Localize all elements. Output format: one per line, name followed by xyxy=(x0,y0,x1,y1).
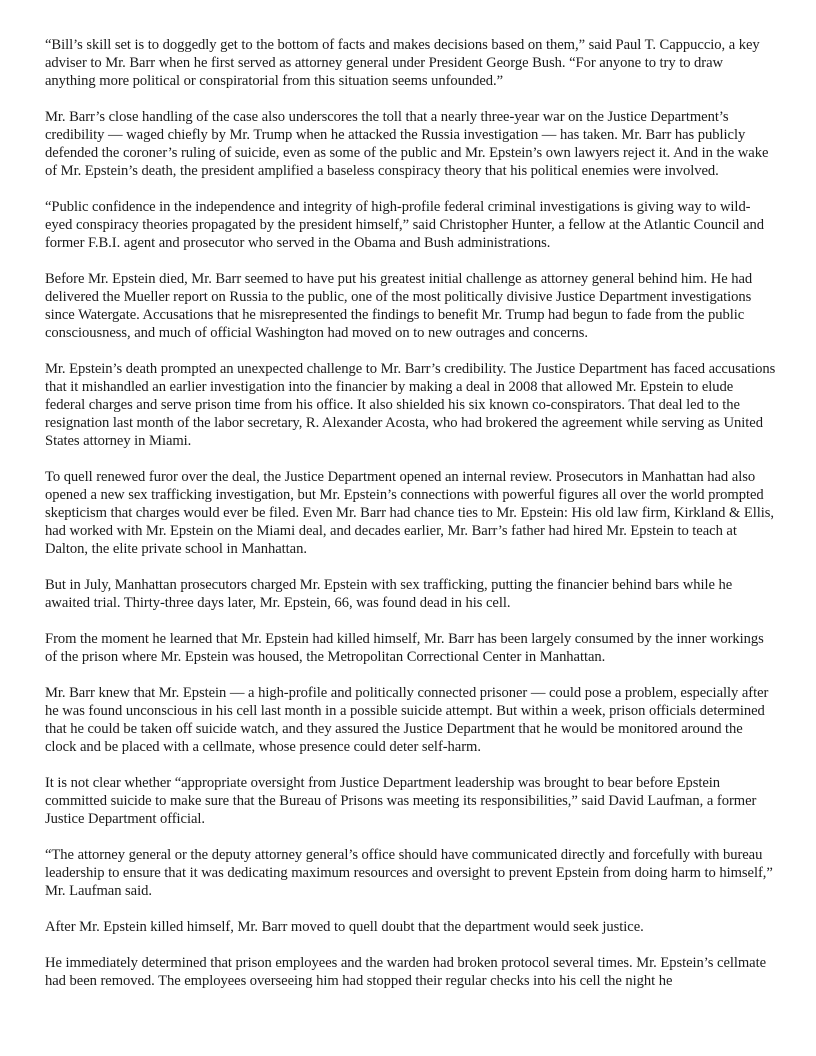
paragraph-1: “Bill’s skill set is to doggedly get to the bottom of facts and makes decisions based on them,” said Paul T. Cappuccio, a key adviser to Mr. Barr when he first served as attorney general under President George Bush. “For anyone to try to draw anything more political or conspiratorial from this situation seems unfounded.” xyxy=(45,37,760,89)
paragraph-11: “The attorney general or the deputy attorney general’s office should have communicated directly and forcefully with bureau leadership to ensure that it was dedicating maximum resources and oversight to prevent Epstein from doing harm to himself,” Mr. Laufman said. xyxy=(45,847,773,899)
paragraph-2: Mr. Barr’s close handling of the case also underscores the toll that a nearly three-year war on the Justice Department’s credibility — waged chiefly by Mr. Trump when he attacked the Russia investigation — has taken. Mr. Barr has publicly defended the coroner’s ruling of suicide, even as some of the public and Mr. Epstein’s own lawyers reject it. And in the wake of Mr. Epstein’s death, the president amplified a baseless conspiracy theory that his political enemies were involved. xyxy=(45,109,769,179)
paragraph-8: From the moment he learned that Mr. Epstein had killed himself, Mr. Barr has been largely consumed by the inner workings of the prison where Mr. Epstein was housed, the Metropolitan Correctional Center in Manhattan. xyxy=(45,631,764,665)
paragraph-3: “Public confidence in the independence and integrity of high-profile federal criminal investigations is giving way to wild-eyed conspiracy theories propagated by the president himself,” said Christopher Hunter, a fellow at the Atlantic Council and former F.B.I. agent and prosecutor who served in the Obama and Bush administrations. xyxy=(45,199,765,251)
paragraph-5: Mr. Epstein’s death prompted an unexpected challenge to Mr. Barr’s credibility. The Justice Department has faced accusations that it mishandled an earlier investigation into the financier by making a deal in 2008 that allowed Mr. Epstein to elude federal charges and serve prison time from his office. It also shielded his six known co-conspirators. That deal led to the resignation last month of the labor secretary, R. Alexander Acosta, who had brokered the agreement while serving as United States attorney in Miami. xyxy=(45,361,776,449)
paragraph-13: He immediately determined that prison employees and the warden had broken protocol several times. Mr. Epstein’s cellmate had been removed. The employees overseeing him had stopped their regular checks into his cell the night he xyxy=(45,955,767,989)
paragraph-10: It is not clear whether “appropriate oversight from Justice Department leadership was brought to bear before Epstein committed suicide to make sure that the Bureau of Prisons was meeting its responsibilities,” said David Laufman, a former Justice Department official. xyxy=(45,775,757,827)
paragraph-6: To quell renewed furor over the deal, the Justice Department opened an internal review. Prosecutors in Manhattan had also opened a new sex trafficking investigation, but Mr. Epstein’s connections with powerful figures all over the world prompted skepticism that charges would ever be filed. Even Mr. Barr had chance ties to Mr. Epstein: His old law firm, Kirkland & Ellis, had worked with Mr. Epstein on the Miami deal, and decades earlier, Mr. Barr’s father had hired Mr. Epstein to teach at Dalton, the elite private school in Manhattan. xyxy=(45,469,775,557)
paragraph-7: But in July, Manhattan prosecutors charged Mr. Epstein with sex trafficking, putting the financier behind bars while he awaited trial. Thirty-three days later, Mr. Epstein, 66, was found dead in his cell. xyxy=(45,577,733,611)
paragraph-9: Mr. Barr knew that Mr. Epstein — a high-profile and politically connected prisoner — could pose a problem, especially after he was found unconscious in his cell last month in a possible suicide attempt. But within a week, prison officials determined that he could be taken off suicide watch, and they assured the Justice Department that he would be monitored around the clock and be placed with a cellmate, whose presence could deter self-harm. xyxy=(45,685,769,755)
paragraph-4: Before Mr. Epstein died, Mr. Barr seemed to have put his greatest initial challenge as attorney general behind him. He had delivered the Mueller report on Russia to the public, one of the most politically divisive Justice Department investigations since Watergate. Accusations that he misrepresented the findings to benefit Mr. Trump had begun to fade from the public consciousness, and much of official Washington had moved on to new outrages and concerns. xyxy=(45,271,753,341)
paragraph-12: After Mr. Epstein killed himself, Mr. Barr moved to quell doubt that the department would seek justice. xyxy=(45,919,644,935)
